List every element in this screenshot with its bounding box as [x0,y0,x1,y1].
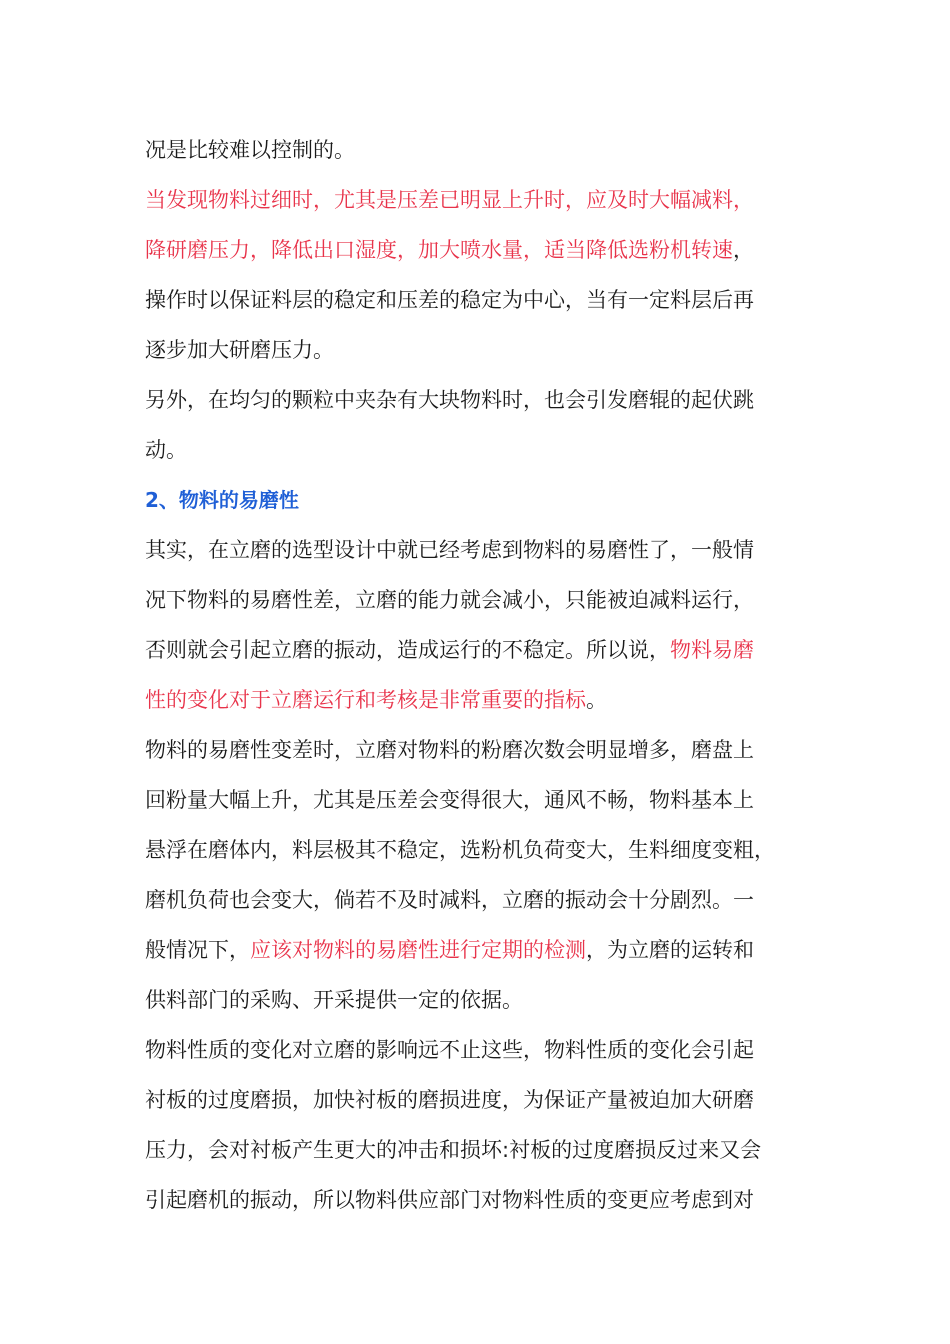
paragraph-line [145,775,835,825]
heading-text: 2、物料的易磨性 [145,488,299,512]
body-text: 压力，会对衬板产生更大的冲击和损坏:衬板的过度磨损反过来又会 [145,1138,762,1162]
paragraph-line [145,675,835,725]
paragraph-line [145,1025,835,1075]
paragraph-line [145,925,835,975]
body-text: 供料部门的采购、开采提供一定的依据。 [145,988,523,1012]
body-text: 回粉量大幅上升，尤其是压差会变得很大，通风不畅，物料基本上 [145,788,754,812]
paragraph-line [145,275,835,325]
body-text: 般情况下， [145,938,250,962]
body-text: 物料性质的变化对立磨的影响远不止这些，物料性质的变化会引起 [145,1038,754,1062]
body-text: 另外，在均匀的颗粒中夹杂有大块物料时，也会引发磨辊的起伏跳 [145,388,754,412]
paragraph-line [145,875,835,925]
paragraph-line [145,425,835,475]
paragraph-line [145,375,835,425]
paragraph-line [145,825,835,875]
body-text: 逐步加大研磨压力。 [145,338,334,362]
paragraph-line [145,1175,835,1225]
body-text: 否则就会引起立磨的振动，造成运行的不稳定。所以说， [145,638,670,662]
body-text: 衬板的过度磨损，加快衬板的磨损进度，为保证产量被迫加大研磨 [145,1088,754,1112]
paragraph-line [145,325,835,375]
paragraph-line [145,175,835,225]
document-body [145,125,835,1225]
paragraph-line [145,225,835,275]
body-text: 动。 [145,438,187,462]
paragraph-line [145,975,835,1025]
body-text: ， [733,238,754,262]
body-text: 况是比较难以控制的。 [145,138,355,162]
body-text: 悬浮在磨体内，料层极其不稳定，选粉机负荷变大，生料细度变粗， [145,838,775,862]
body-text: 磨机负荷也会变大，倘若不及时减料，立磨的振动会十分剧烈。一 [145,888,754,912]
paragraph-line [145,725,835,775]
highlighted-text: 物料易磨 [670,638,754,662]
paragraph-line [145,625,835,675]
body-text: 。 [586,688,607,712]
section-heading [145,475,835,525]
paragraph-line [145,525,835,575]
highlighted-text: 降研磨压力，降低出口湿度，加大喷水量，适当降低选粉机转速 [145,238,733,262]
body-text: 况下物料的易磨性差，立磨的能力就会减小，只能被迫减料运行， [145,588,754,612]
body-text: ，为立磨的运转和 [586,938,754,962]
paragraph-line [145,1075,835,1125]
body-text: 操作时以保证料层的稳定和压差的稳定为中心，当有一定料层后再 [145,288,754,312]
body-text: 其实，在立磨的选型设计中就已经考虑到物料的易磨性了，一般情 [145,538,754,562]
body-text: 物料的易磨性变差时，立磨对物料的粉磨次数会明显增多，磨盘上 [145,738,754,762]
paragraph-line [145,1125,835,1175]
paragraph-line [145,575,835,625]
paragraph-line [145,125,835,175]
highlighted-text: 性的变化对于立磨运行和考核是非常重要的指标 [145,688,586,712]
highlighted-text: 当发现物料过细时，尤其是压差已明显上升时，应及时大幅减料， [145,188,754,212]
highlighted-text: 应该对物料的易磨性进行定期的检测 [250,938,586,962]
body-text: 引起磨机的振动，所以物料供应部门对物料性质的变更应考虑到对 [145,1188,754,1212]
